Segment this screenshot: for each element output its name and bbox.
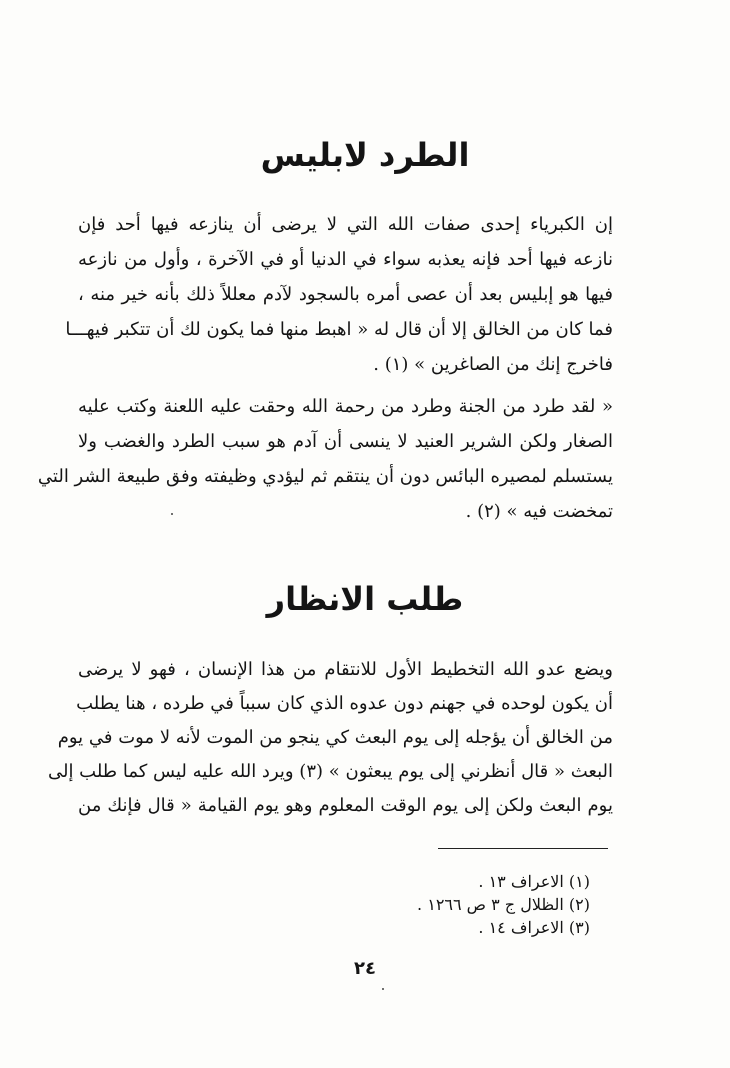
footnote-1: (١) الاعراف ١٣ . <box>478 872 590 891</box>
text-line: فيها هو إبليس بعد أن عصى أمره بالسجود لآدم معللاً ذلك بأنه خير منه ، <box>78 284 613 305</box>
text-line: نازعه فيها أحد فإنه يعذبه سواء في الدنيا أو في الآخرة ، وأول من نازعه <box>78 249 613 270</box>
text-line: أن يكون لوحده في جهنم دون عدوه الذي كان سبباً في طرده ، هنا يطلب <box>76 693 613 714</box>
text-line: تمخضت فيه » (٢) . <box>465 501 613 522</box>
text-line: يستسلم لمصيره البائس دون أن ينتقم ثم ليؤدي وظيفته وفق طبيعة الشر التي <box>37 466 613 487</box>
section-title-expulsion: الطرد لابليس <box>260 136 470 174</box>
footnote-divider <box>438 848 608 849</box>
text-line: فاخرج إنك من الصاغرين » (١) . <box>373 354 613 375</box>
text-line: ويضع عدو الله التخطيط الأول للانتقام من هذا الإنسان ، فهو لا يرضى <box>78 659 613 680</box>
speck-mark <box>171 513 173 515</box>
speck-mark <box>382 988 384 990</box>
page-number: ٢٤ <box>354 958 376 979</box>
text-line: إن الكبرياء إحدى صفات الله التي لا يرضى أن ينازعه فيها أحد فإن <box>78 214 613 235</box>
paragraph-expulsion-2 <box>37 396 613 522</box>
text-line: يوم البعث ولكن إلى يوم الوقت المعلوم وهو يوم القيامة « قال فإنك من <box>78 795 613 816</box>
text-line: فما كان من الخالق إلا أن قال له « اهبط منها فما يكون لك أن تتكبر فيهـــا <box>65 319 613 340</box>
footnote-2: (٢) الظلال ج ٣ ص ١٢٦٦ . <box>417 895 590 914</box>
text-line: من الخالق أن يؤجله إلى يوم البعث كي ينجو من الموت لأنه لا موت في يوم <box>57 727 613 748</box>
text-line: البعث « قال أنظرني إلى يوم يبعثون » (٣) ويرد الله عليه ليس كما طلب إلى <box>47 761 613 782</box>
paragraph-respite-1 <box>47 659 613 816</box>
text-line: « لقد طرد من الجنة وطرد من رحمة الله وحقت عليه اللعنة وكتب عليه <box>78 396 613 417</box>
text-line: الصغار ولكن الشرير العنيد لا ينسى أن آدم هو سبب الطرد والغضب ولا <box>78 431 613 452</box>
footnote-3: (٣) الاعراف ١٤ . <box>478 918 590 937</box>
footnotes <box>330 870 590 939</box>
paragraph-expulsion-1 <box>65 214 613 375</box>
section-title-respite: طلب الانظار <box>266 580 464 618</box>
